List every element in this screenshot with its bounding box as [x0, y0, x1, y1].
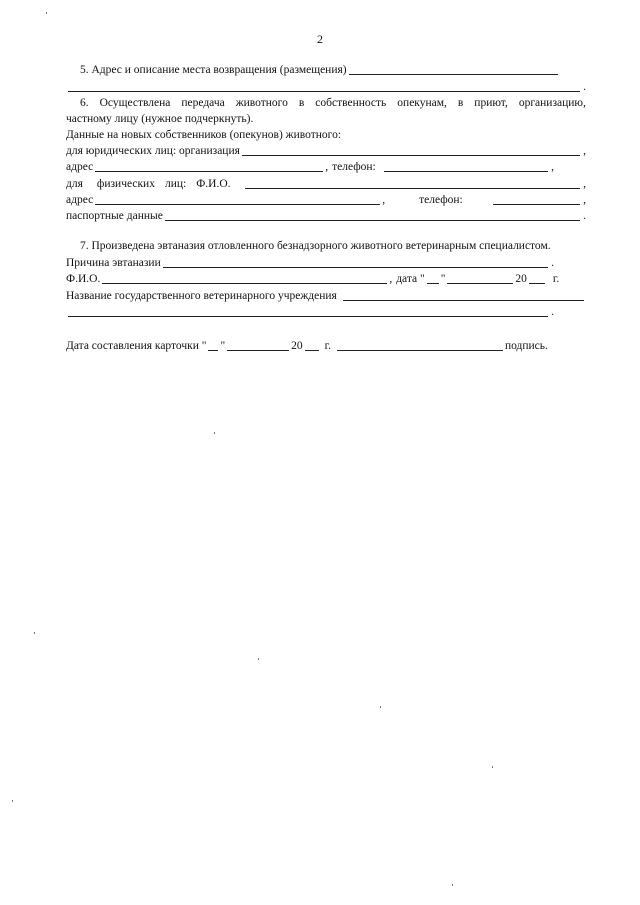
section7-title-line: 7. Произведена эвтаназия отловленного безнадзорного животного ветеринарным специалистом.	[80, 240, 551, 252]
organization-field[interactable]	[242, 154, 580, 156]
vet-institution-line2: .	[66, 304, 586, 319]
euthanasia-month-field[interactable]	[447, 282, 513, 284]
section5-label: 5. Адрес и описание места возвращения (размещения)	[80, 64, 347, 76]
scan-speck	[380, 706, 381, 708]
card-month-field[interactable]	[227, 349, 289, 351]
scan-speck	[258, 658, 259, 660]
scan-speck	[46, 12, 47, 14]
physical-phone-field[interactable]	[493, 203, 580, 205]
section6-line3: Данные на новых собственников (опекунов) животного:	[66, 129, 342, 141]
vet-institution-field-2[interactable]	[68, 315, 548, 317]
card-year-field[interactable]	[305, 349, 319, 351]
card-date-line: Дата составления карточки " " 20 г. подпись.	[66, 340, 548, 352]
card-day-field[interactable]	[208, 349, 218, 351]
physical-fio-field[interactable]	[245, 187, 581, 189]
page-number: 2	[317, 32, 323, 46]
scan-speck	[214, 432, 215, 434]
section5-line	[66, 62, 586, 77]
legal-phone-field[interactable]	[384, 170, 548, 172]
euthanasia-reason-field[interactable]	[163, 266, 548, 268]
euthanasia-reason-line: Причина эвтаназии .	[66, 257, 554, 269]
scan-speck	[492, 766, 493, 768]
vet-institution-line: Название государственного ветеринарного учреждения	[66, 288, 586, 303]
euthanasia-fio-line: Ф.И.О. , дата " " 20 г.	[66, 273, 560, 285]
scan-speck	[452, 884, 453, 886]
section6-line2: частному лицу (нужное подчеркнуть).	[66, 113, 254, 125]
signature-field[interactable]	[337, 349, 503, 351]
physical-fio-line: для физических лиц: Ф.И.О. ,	[66, 178, 586, 190]
scan-speck	[12, 800, 13, 802]
euthanasia-year-field[interactable]	[529, 282, 545, 284]
scan-speck	[34, 632, 35, 634]
legal-address-field[interactable]	[95, 170, 323, 172]
euthanasia-day-field[interactable]	[427, 282, 439, 284]
legal-org-line: для юридических лиц: организация ,	[66, 145, 586, 157]
passport-line: паспортные данные .	[66, 210, 586, 222]
vet-institution-field[interactable]	[343, 299, 584, 301]
physical-address-line: адрес , телефон: ,	[66, 194, 586, 206]
return-place-field[interactable]	[349, 73, 558, 75]
legal-address-line: адрес , телефон: ,	[66, 161, 554, 173]
section6-line1: 6. Осуществлена передача животного в собственность опекунам, в приют, организацию,	[80, 97, 586, 109]
section5-line2: .	[66, 79, 586, 94]
euthanasia-fio-field[interactable]	[102, 282, 387, 284]
return-place-field-2[interactable]	[68, 90, 580, 92]
passport-field[interactable]	[165, 219, 580, 221]
physical-address-field[interactable]	[95, 203, 380, 205]
